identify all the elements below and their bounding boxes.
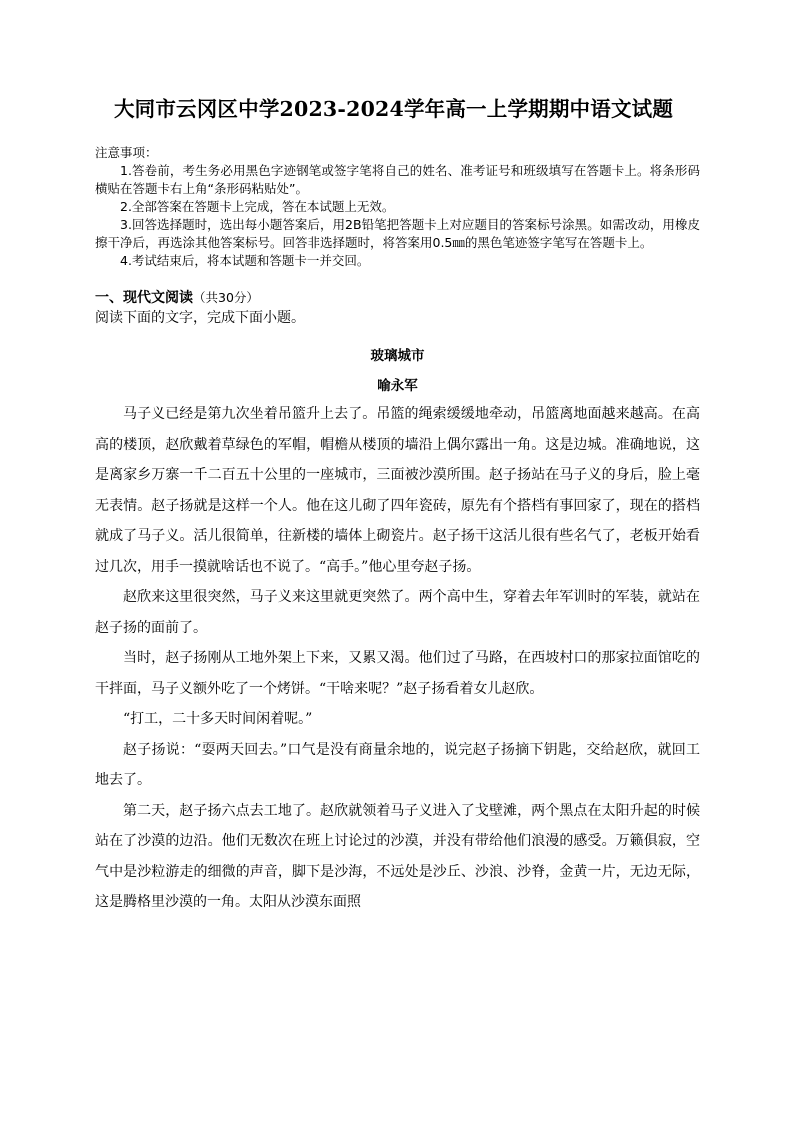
passage-paragraph: 赵子扬说：“耍两天回去。”口气是没有商量余地的，说完赵子扬摘下钥匙，交给赵欣，就回工地去了。 <box>95 741 700 788</box>
exam-title: 大同市云冈区中学2023-2024学年高一上学期期中语文试题 <box>113 97 674 121</box>
section-title: 一、现代文阅读 <box>95 290 193 306</box>
notice-item-3: 3.回答选择题时，选出每小题答案后，用2B铅笔把答题卡上对应题目的答案标号涂黑。如需改动，用橡皮擦干净后，再选涂其他答案标号。回答非选择题时，将答案用0.5㎜的黑色笔迹签字笔写在答题卡上。 <box>95 217 700 250</box>
passage-paragraph: 当时，赵子扬刚从工地外架上下来，又累又渴。他们过了马路，在西坡村口的那家拉面馆吃的干拌面，马子义额外吃了一个烤饼。“干啥来呢？”赵子扬看着女儿赵欣。 <box>95 650 700 697</box>
passage-paragraph: 赵欣来这里很突然，马子义来这里就更突然了。两个高中生，穿着去年军训时的军装，就站在赵子扬的面前了。 <box>95 589 700 636</box>
notice-heading: 注意事项： <box>95 145 158 160</box>
section-points: （共30分） <box>193 290 259 305</box>
passage-paragraph: “打工，二十多天时间闲着呢。” <box>123 711 313 727</box>
passage-paragraph: 马子义已经是第九次坐着吊篮升上去了。吊篮的绳索缓缓地牵动，吊篮离地面越来越高。在高高的楼顶，赵欣戴着草绿色的军帽，帽檐从楼顶的墙沿上偶尔露出一角。这是边城。准确地说，这是离家乡万寨一千二百五十公里的一座城市，三面被沙漠所围。赵子扬站在马子义的身后，脸上毫无表情。赵子扬就是这样一个人。他在这儿砌了四年瓷砖，原先有个搭档有事回家了，现在的搭档就成了马子义。活儿很简单，往新楼的墙体上砌瓷片。赵子扬干这活儿很有些名气了，老板开始看过几次，用手一摸就啥话也不说了。“高手。”他心里夸赵子扬。 <box>95 406 700 575</box>
section-heading <box>95 288 700 308</box>
exam-page <box>95 92 700 918</box>
notice-item-1: 1.答卷前，考生务必用黑色字迹钢笔或签字笔将自己的姓名、准考证号和班级填写在答题卡上。将条形码横贴在答题卡右上角“条形码粘贴处”。 <box>95 163 700 196</box>
passage-author: 喻永军 <box>377 378 418 394</box>
section-instruction: 阅读下面的文字，完成下面小题。 <box>95 310 305 326</box>
passage-body <box>95 399 700 918</box>
passage-title: 玻璃城市 <box>370 348 425 364</box>
notice-item-2: 2.全部答案在答题卡上完成，答在本试题上无效。 <box>120 199 395 214</box>
notice-block <box>95 144 700 270</box>
notice-item-4: 4.考试结束后，将本试题和答题卡一并交回。 <box>120 253 370 268</box>
passage-paragraph: 第二天，赵子扬六点去工地了。赵欣就领着马子义进入了戈壁滩，两个黑点在太阳升起的时候站在了沙漠的边沿。他们无数次在班上讨论过的沙漠，并没有带给他们浪漫的感受。万籁俱寂，空气中是沙粒游走的细微的声音，脚下是沙海，不远处是沙丘、沙浪、沙脊，金黄一片，无边无际，这是腾格里沙漠的一角。太阳从沙漠东面照 <box>95 802 700 910</box>
